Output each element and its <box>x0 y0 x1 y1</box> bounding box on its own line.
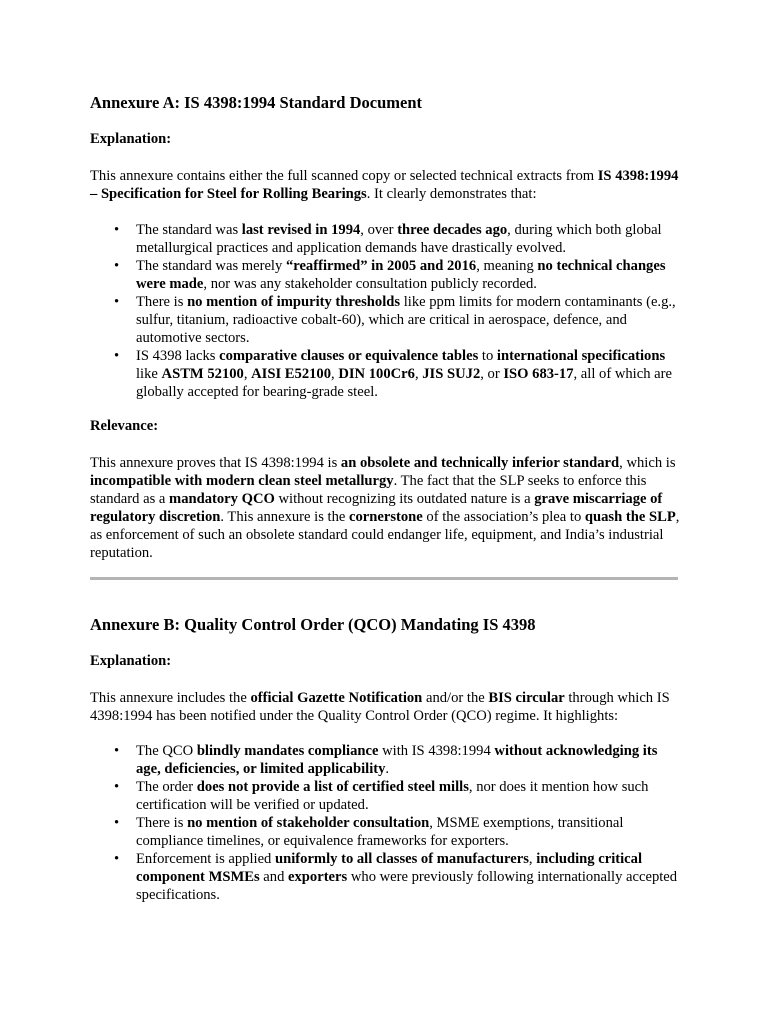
annexure-a-relevance-heading: Relevance: <box>90 418 159 434</box>
annexure-a-intro: This annexure contains either the full scanned copy or selected technical extracts from IS 4398:1994 – Specification for Steel for Rolling Bearings. It clearly demonstrates that: <box>90 168 679 202</box>
list-item: • There is no mention of stakeholder consultation, MSME exemptions, transitional compliance timelines, or equivalence frameworks for exporters. <box>136 814 680 850</box>
annexure-b-explanation-heading: Explanation: <box>90 653 172 669</box>
annexure-b-title: Annexure B: Quality Control Order (QCO) Mandating IS 4398 <box>90 615 536 634</box>
annexure-a-explanation-heading: Explanation: <box>90 131 172 147</box>
list-item: • The QCO blindly mandates compliance with IS 4398:1994 without acknowledging its age, deficiencies, or limited applicability. <box>136 742 680 778</box>
annexure-b-intro: This annexure includes the official Gazette Notification and/or the BIS circular through which IS 4398:1994 has been notified under the Quality Control Order (QCO) regime. It highlights: <box>90 690 670 724</box>
annexure-b-bullet-list <box>90 742 680 904</box>
list-item: • The standard was last revised in 1994, over three decades ago, during which both global metallurgical practices and application demands have drastically evolved. <box>136 221 680 257</box>
horizontal-divider <box>90 577 678 580</box>
list-item: • The order does not provide a list of certified steel mills, nor does it mention how such certification will be verified or updated. <box>136 778 680 814</box>
list-item: • The standard was merely “reaffirmed” in 2005 and 2016, meaning no technical changes were made, nor was any stakeholder consultation publicly recorded. <box>136 257 680 293</box>
list-item: • Enforcement is applied uniformly to all classes of manufacturers, including critical component MSMEs and exporters who were previously following internationally accepted specifications. <box>136 850 680 904</box>
list-item: • IS 4398 lacks comparative clauses or equivalence tables to international specifications like ASTM 52100, AISI E52100, DIN 100Cr6, JIS SUJ2, or ISO 683-17, all of which are globally accepted for bearing-grade steel. <box>136 347 680 401</box>
annexure-a-bullet-list <box>90 221 680 401</box>
list-item: • There is no mention of impurity thresholds like ppm limits for modern contaminants (e.g., sulfur, titanium, radioactive cobalt-60), which are critical in aerospace, defence, and automotive sectors. <box>136 293 680 347</box>
annexure-a-title: Annexure A: IS 4398:1994 Standard Document <box>90 93 423 112</box>
annexure-a-relevance: This annexure proves that IS 4398:1994 is an obsolete and technically inferior standard, which is incompatible with modern clean steel metallurgy. The fact that the SLP seeks to enforce this standard as a mandatory QCO without recognizing its outdated nature is a grave miscarriage of regulatory discretion. This annexure is the cornerstone of the association’s plea to quash the SLP, as enforcement of such an obsolete standard could endanger life, equipment, and India’s industrial reputation. <box>90 455 680 561</box>
